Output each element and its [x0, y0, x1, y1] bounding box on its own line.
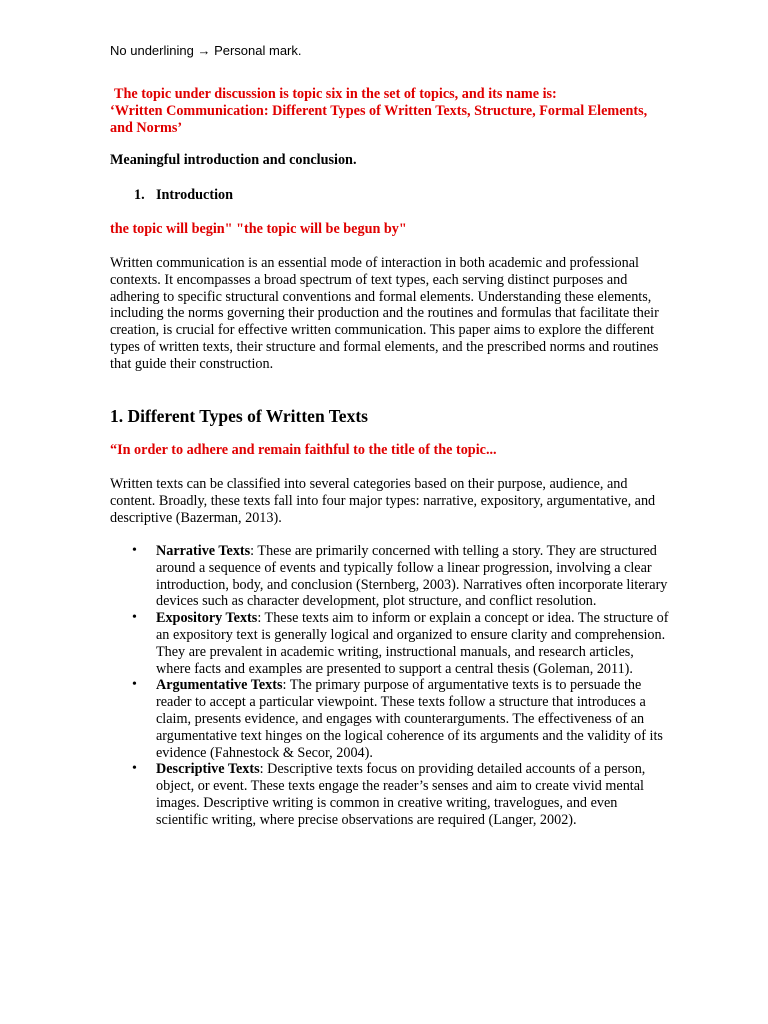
right-arrow-icon: → — [197, 43, 211, 58]
topic-statement-title: ‘Written Communication: Different Types of Written Texts, Structure, Formal Elements, and Norms’ — [110, 103, 648, 136]
introduction-heading-number: 1. — [134, 187, 145, 203]
list-item-term: Descriptive Texts — [156, 761, 260, 778]
header-note — [110, 42, 302, 59]
introduction-paragraph: Written communication is an essential mode of interaction in both academic and professional contexts. It encompasses a broad spectrum of text types, each serving distinct purposes and adhering to specific structural conventions and formal elements. Understanding these elements, including the norms governing their production and the routines and formulas that facilitate their creation, is crucial for effective written communication. This paper aims to explore the different types of written texts, their structure and formal elements, and the prescribed norms and routines that guide their construction. — [110, 255, 659, 372]
list-item-description: : The primary purpose of argumentative texts is to persuade the reader to accept a particular viewpoint. These texts follow a structure that introduces a claim, presents evidence, and engages with counterarguments. The effectiveness of an argumentative text hinges on the logical coherence of its arguments and the validity of its evidence (Fahnestock & Secor, 2004). — [156, 677, 663, 761]
begin-note: the topic will begin" "the topic will be begun by" — [110, 221, 407, 237]
classification-paragraph: Written texts can be classified into several categories based on their purpose, audience, and content. Broadly, these texts fall into four major types: narrative, expository, argumentative, and descriptive (Bazerman, 2013). — [110, 476, 656, 526]
list-item — [110, 677, 670, 761]
faithful-note: “In order to adhere and remain faithful to the title of the topic... — [110, 442, 497, 458]
list-item-description: : These are primarily concerned with telling a story. They are structured around a sequence of events and typically follow a linear progression, involving a clear introduction, body, and conclusion (Sternberg, 2003). Narratives often incorporate literary devices such as character development, plot structure, and conflict resolution. — [156, 543, 668, 610]
introduction-heading-title: Introduction — [156, 187, 233, 203]
header-note-text-after: Personal mark. — [210, 43, 302, 58]
list-item-term: Narrative Texts — [156, 543, 251, 559]
list-item-term: Expository Texts — [156, 610, 258, 627]
bullet-icon: • — [132, 677, 137, 693]
list-item — [110, 761, 670, 828]
topic-statement — [110, 86, 670, 137]
text-types-list — [110, 543, 670, 829]
list-item — [110, 610, 670, 677]
topic-statement-line1: The topic under discussion is topic six in the set of topics, and its name is: — [114, 86, 557, 102]
bullet-icon: • — [132, 543, 137, 558]
meaningful-note: Meaningful introduction and conclusion. — [110, 152, 357, 168]
list-item — [110, 543, 670, 610]
bullet-icon: • — [132, 761, 137, 777]
list-item-description: : These texts aim to inform or explain a concept or idea. The structure of an expository text is generally logical and organized to ensure clarity and comprehension. They are prevalent in academic writing, instructional manuals, and research articles, where facts and examples are presented to support a central thesis (Goleman, 2011). — [156, 610, 669, 677]
bullet-icon: • — [132, 610, 137, 626]
list-item-term: Argumentative Texts — [156, 677, 283, 694]
introduction-heading — [110, 187, 670, 204]
section-heading: 1. Different Types of Written Texts — [110, 406, 368, 426]
list-item-description: : Descriptive texts focus on providing detailed accounts of a person, object, or event. These texts engage the reader’s senses and aim to create vivid mental images. Descriptive writing is common in creative writing, travelogues, and even scientific writing, where precise observations are required (Langer, 2002). — [156, 761, 646, 828]
header-note-text-before: No underlining — [110, 43, 198, 58]
